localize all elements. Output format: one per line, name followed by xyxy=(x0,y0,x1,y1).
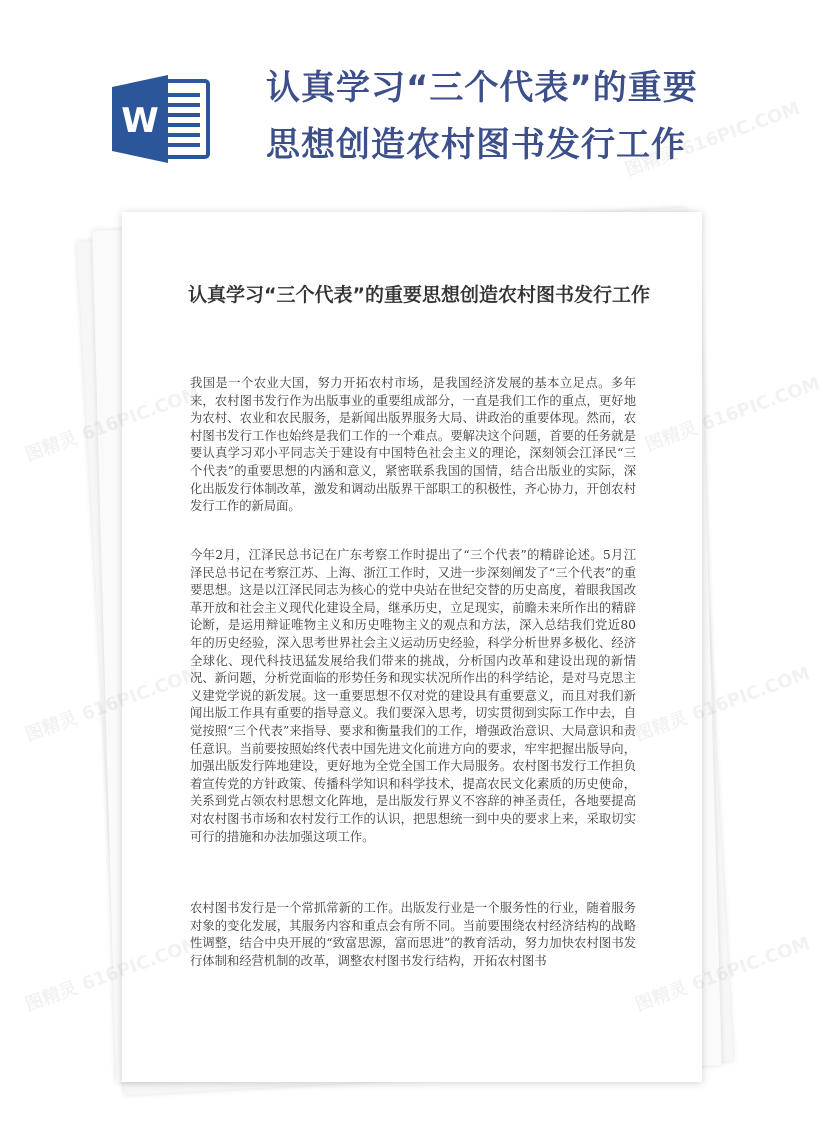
header-title-line-1: 认真学习“三个代表”的重要 xyxy=(266,68,698,108)
watermark: 图精灵 616PIC.COM xyxy=(642,373,823,456)
watermark: 图精灵 616PIC.COM xyxy=(622,98,803,181)
watermark: 图精灵 xyxy=(22,707,81,746)
document-paragraph-3: 农村图书发行是一个常抓常新的工作。出版发行业是一个服务性的行业，随着服务对象的变化发展，其服务内容和重点会有所不同。当前要围绕农村经济结构的战略性调整，结合中央开展的“致富思源，富而思进”的教育活动，努力加快农村图书发行体制和经营机制的改革，调整农村图书发行结构，开拓农村图书 xyxy=(190,901,636,968)
watermark: 616PIC.COM xyxy=(689,933,813,996)
watermark: 图精灵 xyxy=(22,977,81,1016)
header-title-line-2: 思想创造农村图书发行工作 xyxy=(266,125,686,165)
watermark: 图精灵 616PIC.COM xyxy=(632,663,813,746)
document-paragraph-1: 我国是一个农业大国，努力开拓农村市场，是我国经济发展的基本立足点。多年来，农村图书发行作为出版事业的重要组成部分，一直是我们工作的重点，更好地为农村、农业和农民服务，是新闻出版界服务大局、讲政治的重要体现。然而，农村图书发行工作也始终是我们工作的一个难点。要解决这个问题，首要的任务就是要认真学习邓小平同志关于建设有中国特色社会主义的理论，深刻领会江泽民“三个代表”的重要思想的内涵和意义，紧密联系我国的国情，结合出版业的实际，深化出版发行体制改革，激发和调动出版界干部职工的积极性，齐心协力，开创农村发行工作的新局面。 xyxy=(190,376,636,514)
word-logo-letter: W xyxy=(121,101,159,141)
document-title: 认真学习“三个代表”的重要思想创造农村图书发行工作 xyxy=(188,284,650,306)
watermark: 图精灵 xyxy=(22,427,81,466)
document-paragraph-2: 今年2月，江泽民总书记在广东考察工作时提出了“三个代表”的精辟论述。5月江泽民总书记在考察江苏、上海、浙江工作时，又进一步深刻阐发了“三个代表”的重要思想。这是以江泽民同志为核心的党中央站在世纪交替的历史高度，着眼我国改革开放和社会主义现代化建设全局，继承历史，立足现实，前瞻未来所作出的精辟论断，是运用辩证唯物主义和历史唯物主义的观点和方法，深入总结我们党近80年的历史经验，深入思考世界社会主义运动历史经验，科学分析世界多极化、经济全球化、现代科技迅猛发展给我们带来的挑战，分析国内改革和建设出现的新情况、新问题，分析党面临的形势任务和现实状况所作出的科学结论，是对马克思主义建党学说的新发展。这一重要思想不仅对党的建设具有重要意义，而且对我们新闻出版工作具有重要的指导意义。我们要深入思考，切实贯彻到实际工作中去，自觉按照“三个代表”来指导、要求和衡量我们的工作，增强政治意识、大局意识和责任意识。当前要按照始终代表中国先进文化前进方向的要求，牢牢把握出版导向，加强出版发行阵地建设，更好地为全党全国工作大局服务。农村图书发行工作担负着宣传党的方针政策、传播科学知识和科学技术，提高农民文化素质的历史使命，关系到党占领农村思想文化阵地，是出版发行界义不容辞的神圣责任，各地要提高对农村图书市场和农村发行工作的认识，把思想统一到中央的要求上来，采取切实可行的措施和办法加强这项工作。 xyxy=(190,548,636,844)
